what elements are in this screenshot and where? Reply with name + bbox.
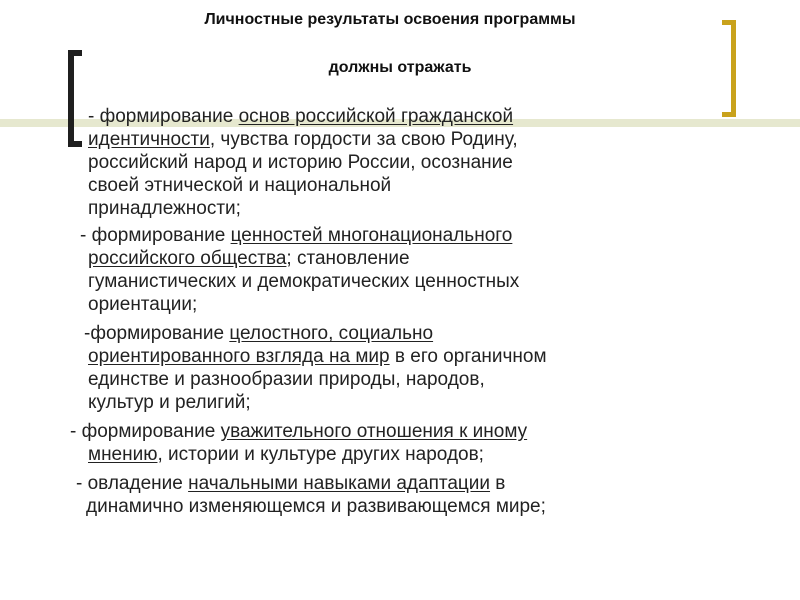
item-line: динамично изменяющемся и развивающемся мире; bbox=[86, 496, 546, 517]
item-text-underlined: российского общества bbox=[88, 248, 287, 269]
item-line bbox=[84, 322, 547, 345]
item-text-underlined: начальными навыками адаптации bbox=[188, 473, 491, 494]
item-line bbox=[76, 472, 546, 495]
item-text-underlined: идентичности bbox=[88, 129, 210, 150]
item-line bbox=[80, 224, 519, 247]
item-line bbox=[70, 443, 527, 466]
item-line bbox=[80, 247, 519, 270]
right-bracket-decoration bbox=[722, 20, 736, 117]
item-text-underlined: целостного, социально bbox=[229, 323, 434, 344]
item-line: ориентации; bbox=[88, 294, 198, 315]
list-item bbox=[84, 322, 547, 414]
item-text: в bbox=[490, 473, 506, 494]
item-text: ; становление bbox=[286, 248, 410, 269]
item-line: принадлежности; bbox=[88, 198, 241, 219]
item-text-underlined: уважительного отношения к иному bbox=[220, 421, 528, 442]
item-text: , истории и культуре других народов; bbox=[157, 444, 484, 465]
item-line bbox=[84, 345, 547, 368]
list-item bbox=[76, 472, 546, 518]
item-line: гуманистических и демократических ценностных bbox=[88, 271, 520, 292]
item-line: своей этнической и национальной bbox=[88, 175, 392, 196]
item-text: в его органичном bbox=[389, 346, 547, 367]
slide-subtitle: должны отражать bbox=[328, 59, 472, 76]
item-text: - овладение bbox=[76, 473, 189, 494]
item-line: культур и религий; bbox=[88, 392, 251, 413]
list-item bbox=[70, 420, 527, 466]
item-text: - формирование bbox=[88, 106, 239, 127]
item-line bbox=[70, 420, 527, 443]
item-text: , чувства гордости за свою Родину, bbox=[209, 129, 518, 150]
left-bracket-decoration bbox=[68, 50, 82, 147]
list-item bbox=[88, 105, 518, 220]
item-line: единстве и разнообразии природы, народов, bbox=[88, 369, 485, 390]
item-line bbox=[88, 128, 518, 151]
slide-title: Личностные результаты освоения программы bbox=[204, 11, 576, 28]
item-line bbox=[88, 105, 518, 128]
item-text: - формирование bbox=[80, 225, 231, 246]
item-text-underlined: мнению bbox=[88, 444, 158, 465]
item-text-underlined: основ российской гражданской bbox=[238, 106, 514, 127]
item-line: российский народ и историю России, осознание bbox=[88, 152, 513, 173]
list-item bbox=[80, 224, 519, 316]
item-text: -формирование bbox=[84, 323, 230, 344]
item-text-underlined: ценностей многонационального bbox=[230, 225, 513, 246]
item-text-underlined: ориентированного взгляда на мир bbox=[88, 346, 390, 367]
item-text: - формирование bbox=[70, 421, 221, 442]
